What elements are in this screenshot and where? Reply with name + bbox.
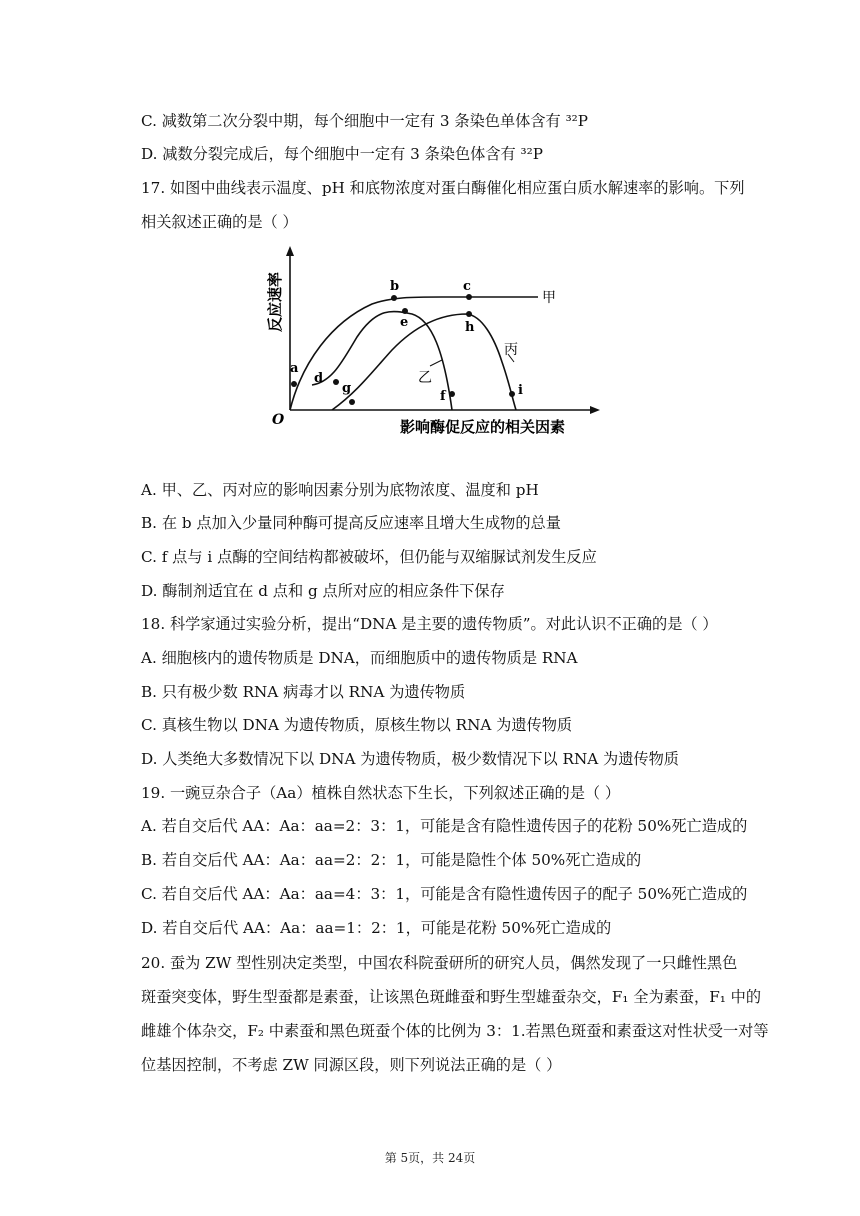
label-b: b xyxy=(390,279,400,294)
label-e: e xyxy=(400,315,409,330)
label-h: h xyxy=(465,320,475,335)
text-line: D. 人类绝大多数情况下以 DNA 为遗传物质，极少数情况下以 RNA 为遗传物质 xyxy=(141,750,679,768)
text-line: A. 若自交后代 AA：Aa：aa=2：3：1，可能是含有隐性遗传因子的花粉 50%死亡造成的 xyxy=(141,817,748,835)
text-line: C. 真核生物以 DNA 为遗传物质，原核生物以 RNA 为遗传物质 xyxy=(141,716,573,734)
text-line: 17. 如图中曲线表示温度、pH 和底物浓度对蛋白酶催化相应蛋白质水解速率的影响。下列 xyxy=(141,179,745,197)
point-c xyxy=(466,294,472,300)
label-d: d xyxy=(314,371,324,386)
enzyme-rate-graph xyxy=(262,242,602,442)
y-axis-arrow xyxy=(286,246,294,256)
point-d xyxy=(333,379,339,385)
x-axis-label: 影响酶促反应的相关因素 xyxy=(400,418,566,436)
text-line: 19. 一豌豆杂合子（Aa）植株自然状态下生长，下列叙述正确的是（ ） xyxy=(141,784,621,802)
text-line: D. 若自交后代 AA：Aa：aa=1：2：1，可能是花粉 50%死亡造成的 xyxy=(141,919,612,937)
point-g xyxy=(349,399,355,405)
label-c: c xyxy=(463,279,471,294)
text-line: 相关叙述正确的是（ ） xyxy=(141,213,298,231)
point-b xyxy=(391,295,397,301)
label-a: a xyxy=(290,361,299,376)
text-line: A. 甲、乙、丙对应的影响因素分别为底物浓度、温度和 pH xyxy=(141,481,539,499)
text-line: C. 若自交后代 AA：Aa：aa=4：3：1，可能是含有隐性遗传因子的配子 50%死亡造成的 xyxy=(141,885,748,903)
text-line: 位基因控制，不考虑 ZW 同源区段，则下列说法正确的是（ ） xyxy=(141,1056,562,1074)
label-i: i xyxy=(518,383,523,398)
text-line: A. 细胞核内的遗传物质是 DNA，而细胞质中的遗传物质是 RNA xyxy=(141,649,578,667)
text-line: B. 在 b 点加入少量同种酶可提高反应速率且增大生成物的总量 xyxy=(141,514,561,532)
text-line: B. 只有极少数 RNA 病毒才以 RNA 为遗传物质 xyxy=(141,683,466,701)
label-bing: 丙 xyxy=(504,342,518,358)
x-axis-arrow xyxy=(590,406,600,414)
text-line: 20. 蚕为 ZW 型性别决定类型，中国农科院蚕研所的研究人员，偶然发现了一只雌性黑色 xyxy=(141,954,738,972)
text-line: D. 酶制剂适宜在 d 点和 g 点所对应的相应条件下保存 xyxy=(141,582,505,600)
point-i xyxy=(509,391,515,397)
label-line-yi xyxy=(430,360,442,366)
y-axis-label: 反应速率 xyxy=(266,271,284,332)
text-line: B. 若自交后代 AA：Aa：aa=2：2：1，可能是隐性个体 50%死亡造成的 xyxy=(141,851,642,869)
page-footer: 第 5页，共 24页 xyxy=(384,1151,476,1165)
text-line: 雌雄个体杂交，F₂ 中素蚕和黑色斑蚕个体的比例为 3：1.若黑色斑蚕和素蚕这对性状受一对等 xyxy=(141,1022,769,1040)
label-f: f xyxy=(440,389,446,404)
text-line: C. f 点与 i 点酶的空间结构都被破坏，但仍能与双缩脲试剂发生反应 xyxy=(141,548,597,566)
point-a xyxy=(291,381,297,387)
label-jia: 甲 xyxy=(542,290,556,306)
text-line: 18. 科学家通过实验分析，提出“DNA 是主要的遗传物质”。对此认识不正确的是（ ） xyxy=(141,615,718,633)
point-e xyxy=(402,308,408,314)
text-line: 斑蚕突变体，野生型蚕都是素蚕，让该黑色斑雌蚕和野生型雄蚕杂交，F₁ 全为素蚕，F₁ 中的 xyxy=(141,988,762,1006)
point-f xyxy=(449,391,455,397)
text-line: C. 减数第二次分裂中期，每个细胞中一定有 3 条染色单体含有 ³²P xyxy=(141,112,588,130)
curve-bing xyxy=(332,314,516,410)
label-yi: 乙 xyxy=(418,370,432,386)
label-g: g xyxy=(342,381,352,396)
origin-label: O xyxy=(272,412,285,428)
point-h xyxy=(466,311,472,317)
text-line: D. 减数分裂完成后，每个细胞中一定有 3 条染色体含有 ³²P xyxy=(141,145,543,163)
